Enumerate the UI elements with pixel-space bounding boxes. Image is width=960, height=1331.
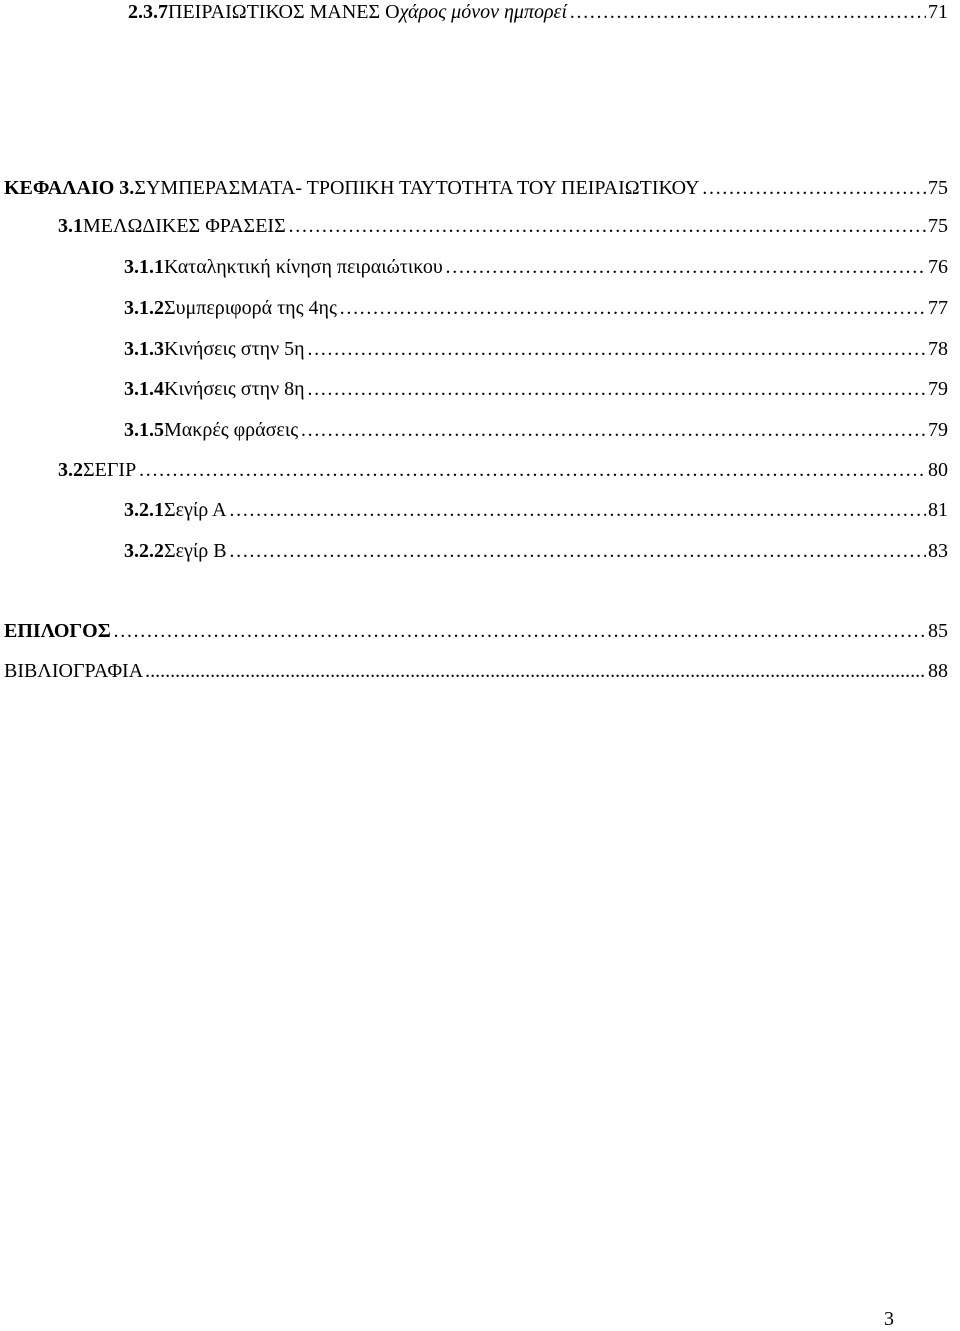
toc-number: 3.2.1 — [124, 499, 164, 521]
dot-leader — [445, 255, 926, 279]
dot-leader — [288, 214, 926, 238]
toc-row-3-1-2 — [124, 296, 948, 320]
toc-title: ΜΕΛΩΔΙΚΕΣ ΦΡΑΣΕΙΣ — [83, 215, 286, 237]
toc-row-3-1-5 — [124, 418, 948, 442]
toc-number: 3.1.1 — [124, 256, 164, 278]
toc-row-3-2 — [58, 458, 948, 482]
toc-title: ΠΕΙΡΑΙΩΤΙΚΟΣ ΜΑΝΕΣ Ο — [168, 1, 400, 23]
toc-title: Σεγίρ Α — [164, 499, 227, 521]
toc-title: Συμπεριφορά της 4ης — [164, 297, 337, 319]
dot-leader — [138, 458, 926, 482]
dot-leader — [229, 539, 926, 563]
toc-page: 78 — [928, 338, 948, 360]
toc-page: 77 — [928, 297, 948, 319]
toc-row-3-1-3 — [124, 337, 948, 361]
toc-row-bibliography — [4, 659, 948, 683]
toc-title: Καταληκτική κίνηση πειραιώτικου — [164, 256, 443, 278]
dot-leader — [339, 296, 926, 320]
toc-title: Κινήσεις στην 8η — [164, 378, 305, 400]
toc-title-italic: χάρος μόνον ημπορεί — [399, 1, 567, 23]
toc-number: 3.2.2 — [124, 540, 164, 562]
toc-page: 83 — [928, 540, 948, 562]
toc-row-epilogue — [4, 619, 948, 643]
toc-page: 79 — [928, 419, 948, 441]
dot-leader — [701, 176, 926, 200]
dot-leader — [229, 498, 926, 522]
toc-number: 3.1 — [58, 215, 83, 237]
toc-number: 3.1.4 — [124, 378, 164, 400]
dot-leader — [307, 337, 926, 361]
toc-page: 80 — [928, 459, 948, 481]
toc-number: ΕΠΙΛΟΓΟΣ — [4, 620, 111, 642]
toc-number: 3.2 — [58, 459, 83, 481]
toc-number: ΚΕΦΑΛΑΙΟ 3. — [4, 177, 135, 199]
page-number: 3 — [884, 1308, 894, 1330]
dot-leader — [300, 418, 926, 442]
dot-leader — [307, 377, 926, 401]
dot-leader — [145, 659, 926, 683]
toc-title: ΣΕΓΙΡ — [83, 459, 137, 481]
toc-title: Κινήσεις στην 5η — [164, 338, 305, 360]
toc-row-3-1-4 — [124, 377, 948, 401]
toc-title: ΒΙΒΛΙΟΓΡΑΦΙΑ — [4, 660, 144, 682]
toc-page: 75 — [928, 177, 948, 199]
dot-leader — [569, 0, 926, 24]
toc-number: 3.1.3 — [124, 338, 164, 360]
toc-number: 3.1.2 — [124, 297, 164, 319]
toc-page: 71 — [928, 1, 948, 23]
toc-row-3-1 — [58, 214, 948, 238]
toc-number: 3.1.5 — [124, 419, 164, 441]
toc-row-chapter-3 — [4, 176, 948, 200]
toc-row-3-2-2 — [124, 539, 948, 563]
toc-row-3-2-1 — [124, 498, 948, 522]
toc-row-2-3-7 — [128, 0, 948, 24]
dot-leader — [113, 619, 926, 643]
toc-page: 81 — [928, 499, 948, 521]
toc-title: ΣΥΜΠΕΡΑΣΜΑΤΑ- ΤΡΟΠΙΚΗ ΤΑΥΤΟΤΗΤΑ ΤΟΥ ΠΕΙΡΑΙΩΤΙΚΟΥ — [134, 177, 700, 199]
toc-page: 79 — [928, 378, 948, 400]
toc-row-3-1-1 — [124, 255, 948, 279]
toc-number: 2.3.7 — [128, 1, 168, 23]
toc-page: 88 — [928, 660, 948, 682]
toc-title: Σεγίρ Β — [164, 540, 227, 562]
toc-page: 76 — [928, 256, 948, 278]
toc-title: Μακρές φράσεις — [164, 419, 299, 441]
toc-page: 75 — [928, 215, 948, 237]
toc-page: 85 — [928, 620, 948, 642]
